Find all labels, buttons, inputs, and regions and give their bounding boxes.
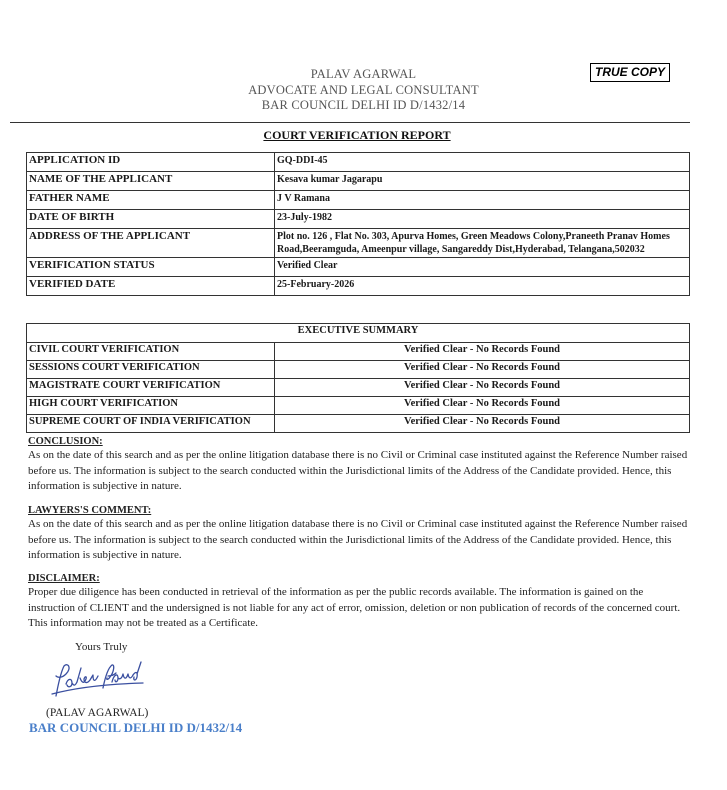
table-row <box>27 153 690 172</box>
table-row <box>27 277 690 296</box>
table-row <box>27 210 690 229</box>
letterhead <box>0 67 727 114</box>
table-row <box>27 397 690 415</box>
lawyers-comment-section <box>28 504 688 564</box>
table-row <box>27 258 690 277</box>
disclaimer-heading: DISCLAIMER: <box>28 573 100 584</box>
table-row <box>27 229 690 258</box>
advocate-role: ADVOCATE AND LEGAL CONSULTANT <box>248 82 479 97</box>
field-value: 23-July-1982 <box>275 210 690 229</box>
lawyers-comment-text: As on the date of this search and as per the online litigation database there is no Civil or Criminal case instituted against the Reference Number raised before us. The information is subject to the search conducted within the Jurisdictional limits of the Address of the Candidate provided. Hence, this information is subjective in nature. <box>28 518 688 561</box>
signatory-name: (PALAV AGARWAL) <box>46 707 149 719</box>
report-title: COURT VERIFICATION REPORT <box>263 128 451 142</box>
signatory-bar-id: BAR COUNCIL DELHI ID D/1432/14 <box>29 720 243 735</box>
court-status: Verified Clear - No Records Found <box>275 361 690 379</box>
court-status: Verified Clear - No Records Found <box>275 343 690 361</box>
true-copy-stamp: TRUE COPY <box>590 63 670 82</box>
field-value: 25-February-2026 <box>275 277 690 296</box>
conclusion-section <box>28 435 688 495</box>
table-row <box>27 172 690 191</box>
conclusion-heading: CONCLUSION: <box>28 436 103 447</box>
court-label: MAGISTRATE COURT VERIFICATION <box>27 379 275 397</box>
field-label: DATE OF BIRTH <box>27 210 275 229</box>
table-header-row <box>27 324 690 343</box>
court-label: HIGH COURT VERIFICATION <box>27 397 275 415</box>
court-label: CIVIL COURT VERIFICATION <box>27 343 275 361</box>
field-value: GQ-DDI-45 <box>275 153 690 172</box>
field-label: APPLICATION ID <box>27 153 275 172</box>
disclaimer-section <box>28 572 688 632</box>
lawyers-comment-heading: LAWYERS'S COMMENT: <box>28 505 152 516</box>
court-status: Verified Clear - No Records Found <box>275 379 690 397</box>
court-status: Verified Clear - No Records Found <box>275 415 690 433</box>
closing-salutation: Yours Truly <box>75 641 128 653</box>
conclusion-text: As on the date of this search and as per the online litigation database there is no Civil or Criminal case instituted against the Reference Number raised before us. The information is subject to the search conducted within the Jurisdictional limits of the Address of the Candidate provided. Hence, this information is subjective in nature. <box>28 449 688 492</box>
court-label: SESSIONS COURT VERIFICATION <box>27 361 275 379</box>
summary-title: EXECUTIVE SUMMARY <box>27 324 690 343</box>
field-value: Plot no. 126 , Flat No. 303, Apurva Homes, Green Meadows Colony,Praneeth Pranav Homes Road,Beeramguda, Ameenpur village, Sangareddy Dist,Hyderabad, Telangana,502032 <box>275 229 690 258</box>
table-row <box>27 361 690 379</box>
field-value: J V Ramana <box>275 191 690 210</box>
court-status: Verified Clear - No Records Found <box>275 397 690 415</box>
table-row <box>27 343 690 361</box>
table-row <box>27 191 690 210</box>
table-row <box>27 379 690 397</box>
field-value: Verified Clear <box>275 258 690 277</box>
bar-council-id: BAR COUNCIL DELHI ID D/1432/14 <box>261 98 466 112</box>
field-label: FATHER NAME <box>27 191 275 210</box>
court-label: SUPREME COURT OF INDIA VERIFICATION <box>27 415 275 433</box>
field-label: NAME OF THE APPLICANT <box>27 172 275 191</box>
handwritten-signature <box>48 660 148 707</box>
header-divider <box>10 122 690 123</box>
executive-summary-table <box>26 323 690 433</box>
field-value: Kesava kumar Jagarapu <box>275 172 690 191</box>
table-row <box>27 415 690 433</box>
field-label: VERIFIED DATE <box>27 277 275 296</box>
advocate-name: PALAV AGARWAL <box>310 67 417 81</box>
field-label: ADDRESS OF THE APPLICANT <box>27 229 275 258</box>
disclaimer-text: Proper due diligence has been conducted in retrieval of the information as per the public records available. The information is gained on the instruction of CLIENT and the undersigned is not liable for any act of error, omission, deletion or non publication of records of the concerned court. This information may not be treated as a Certificate. <box>28 586 681 629</box>
field-label: VERIFICATION STATUS <box>27 258 275 277</box>
applicant-details-table <box>26 152 690 296</box>
